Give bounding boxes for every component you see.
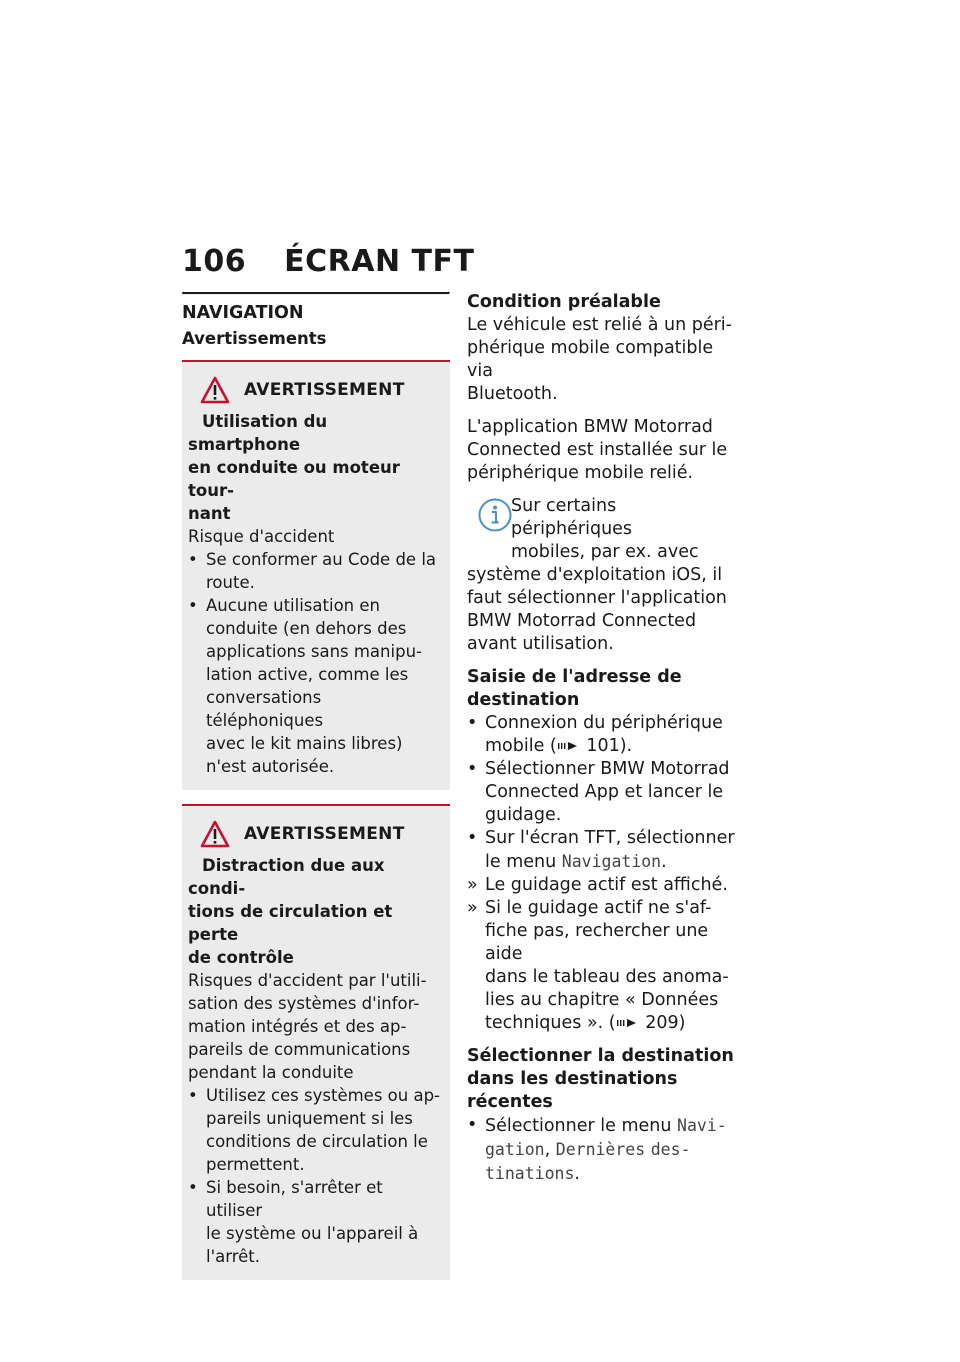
list-item: • Sur l'écran TFT, sélectionner le menu Navigation. bbox=[467, 828, 735, 872]
page-header bbox=[182, 244, 474, 279]
warning-header bbox=[200, 376, 440, 404]
recent-destinations-steps bbox=[467, 1114, 739, 1186]
warning-triangle-icon bbox=[200, 820, 230, 848]
page-reference-icon bbox=[616, 1017, 640, 1029]
destination-title: Saisie de l'adresse de destination bbox=[467, 667, 682, 710]
warning-box-smartphone bbox=[182, 360, 450, 790]
warning-list bbox=[188, 1084, 440, 1268]
warning-triangle-icon bbox=[200, 376, 230, 404]
warning-title: Utilisation du smartphone en conduite ou moteur tour- nant bbox=[188, 412, 400, 523]
result-item: » Le guidage actif est affiché. bbox=[467, 875, 728, 895]
app-paragraph: L'application BMW Motorrad Connected est installée sur le périphérique mobile relié. bbox=[467, 417, 728, 483]
warning-header bbox=[200, 820, 440, 848]
warning-risk: Risques d'accident par l'utili- sation des systèmes d'infor- mation intégrés et des ap- pareils de communications pendant la conduite bbox=[188, 971, 427, 1082]
menu-name: Navi- bbox=[677, 1116, 727, 1135]
warning-list bbox=[188, 548, 440, 778]
list-item: • Sélectionner le menu Navi- gation, Dernières des- tinations. bbox=[467, 1115, 727, 1184]
list-item: • Connexion du périphérique mobile ( 101). bbox=[467, 713, 723, 756]
menu-name: Navigation bbox=[561, 852, 662, 871]
prerequisite-title: Condition préalable bbox=[467, 292, 661, 312]
warning-box-distraction bbox=[182, 804, 450, 1280]
left-column bbox=[182, 292, 450, 1280]
list-item: • Sélectionner BMW Motorrad Connected App et lancer le guidage. bbox=[467, 759, 730, 825]
warning-title: Distraction due aux condi- tions de circulation et perte de contrôle bbox=[188, 856, 393, 967]
prerequisite-paragraph: Le véhicule est relié à un péri- phérique mobile compatible via Bluetooth. bbox=[467, 315, 732, 404]
page-number: 106 bbox=[182, 244, 247, 279]
chapter-title: ÉCRAN TFT bbox=[284, 244, 475, 279]
section-divider bbox=[182, 292, 450, 295]
list-item: • Se conformer au Code de la route. bbox=[188, 550, 437, 592]
warning-label: AVERTISSEMENT bbox=[244, 823, 405, 844]
subsection-title: Avertissements bbox=[182, 329, 327, 348]
page-reference-icon bbox=[557, 740, 581, 752]
info-icon bbox=[477, 497, 513, 533]
warning-risk: Risque d'accident bbox=[188, 527, 335, 546]
result-item: » Si le guidage actif ne s'af- fiche pas, rechercher une aide dans le tableau des anoma- lies au chapitre « Données techniques ». ( 209) bbox=[467, 898, 729, 1033]
section-title: NAVIGATION bbox=[182, 303, 304, 323]
menu-name: des- bbox=[650, 1140, 691, 1159]
menu-name: tinations bbox=[485, 1164, 575, 1183]
menu-name: gation bbox=[485, 1140, 545, 1159]
list-item: • Si besoin, s'arrêter et utiliser le système ou l'appareil à l'arrêt. bbox=[188, 1178, 419, 1266]
page-reference[interactable]: 209 bbox=[645, 1013, 679, 1033]
recent-destinations-title: Sélectionner la destination dans les destinations récentes bbox=[467, 1046, 734, 1112]
list-item: • Utilisez ces systèmes ou ap- pareils uniquement si les conditions de circulation le permettent. bbox=[188, 1086, 440, 1174]
list-item: • Aucune utilisation en conduite (en dehors des applications sans manipu- lation active, comme les conversations téléphoniques avec le kit mains libres) n'est autorisée. bbox=[188, 596, 422, 776]
warning-label: AVERTISSEMENT bbox=[244, 379, 405, 400]
page-reference[interactable]: 101 bbox=[586, 736, 620, 756]
menu-name: Dernières bbox=[555, 1140, 646, 1159]
info-note: Sur certains périphériques mobiles, par ex. avec système d'exploitation iOS, il faut sélectionner l'application BMW Motorrad Connected avant utilisation. bbox=[467, 496, 727, 654]
destination-steps bbox=[467, 712, 739, 1035]
right-column bbox=[467, 291, 739, 1186]
